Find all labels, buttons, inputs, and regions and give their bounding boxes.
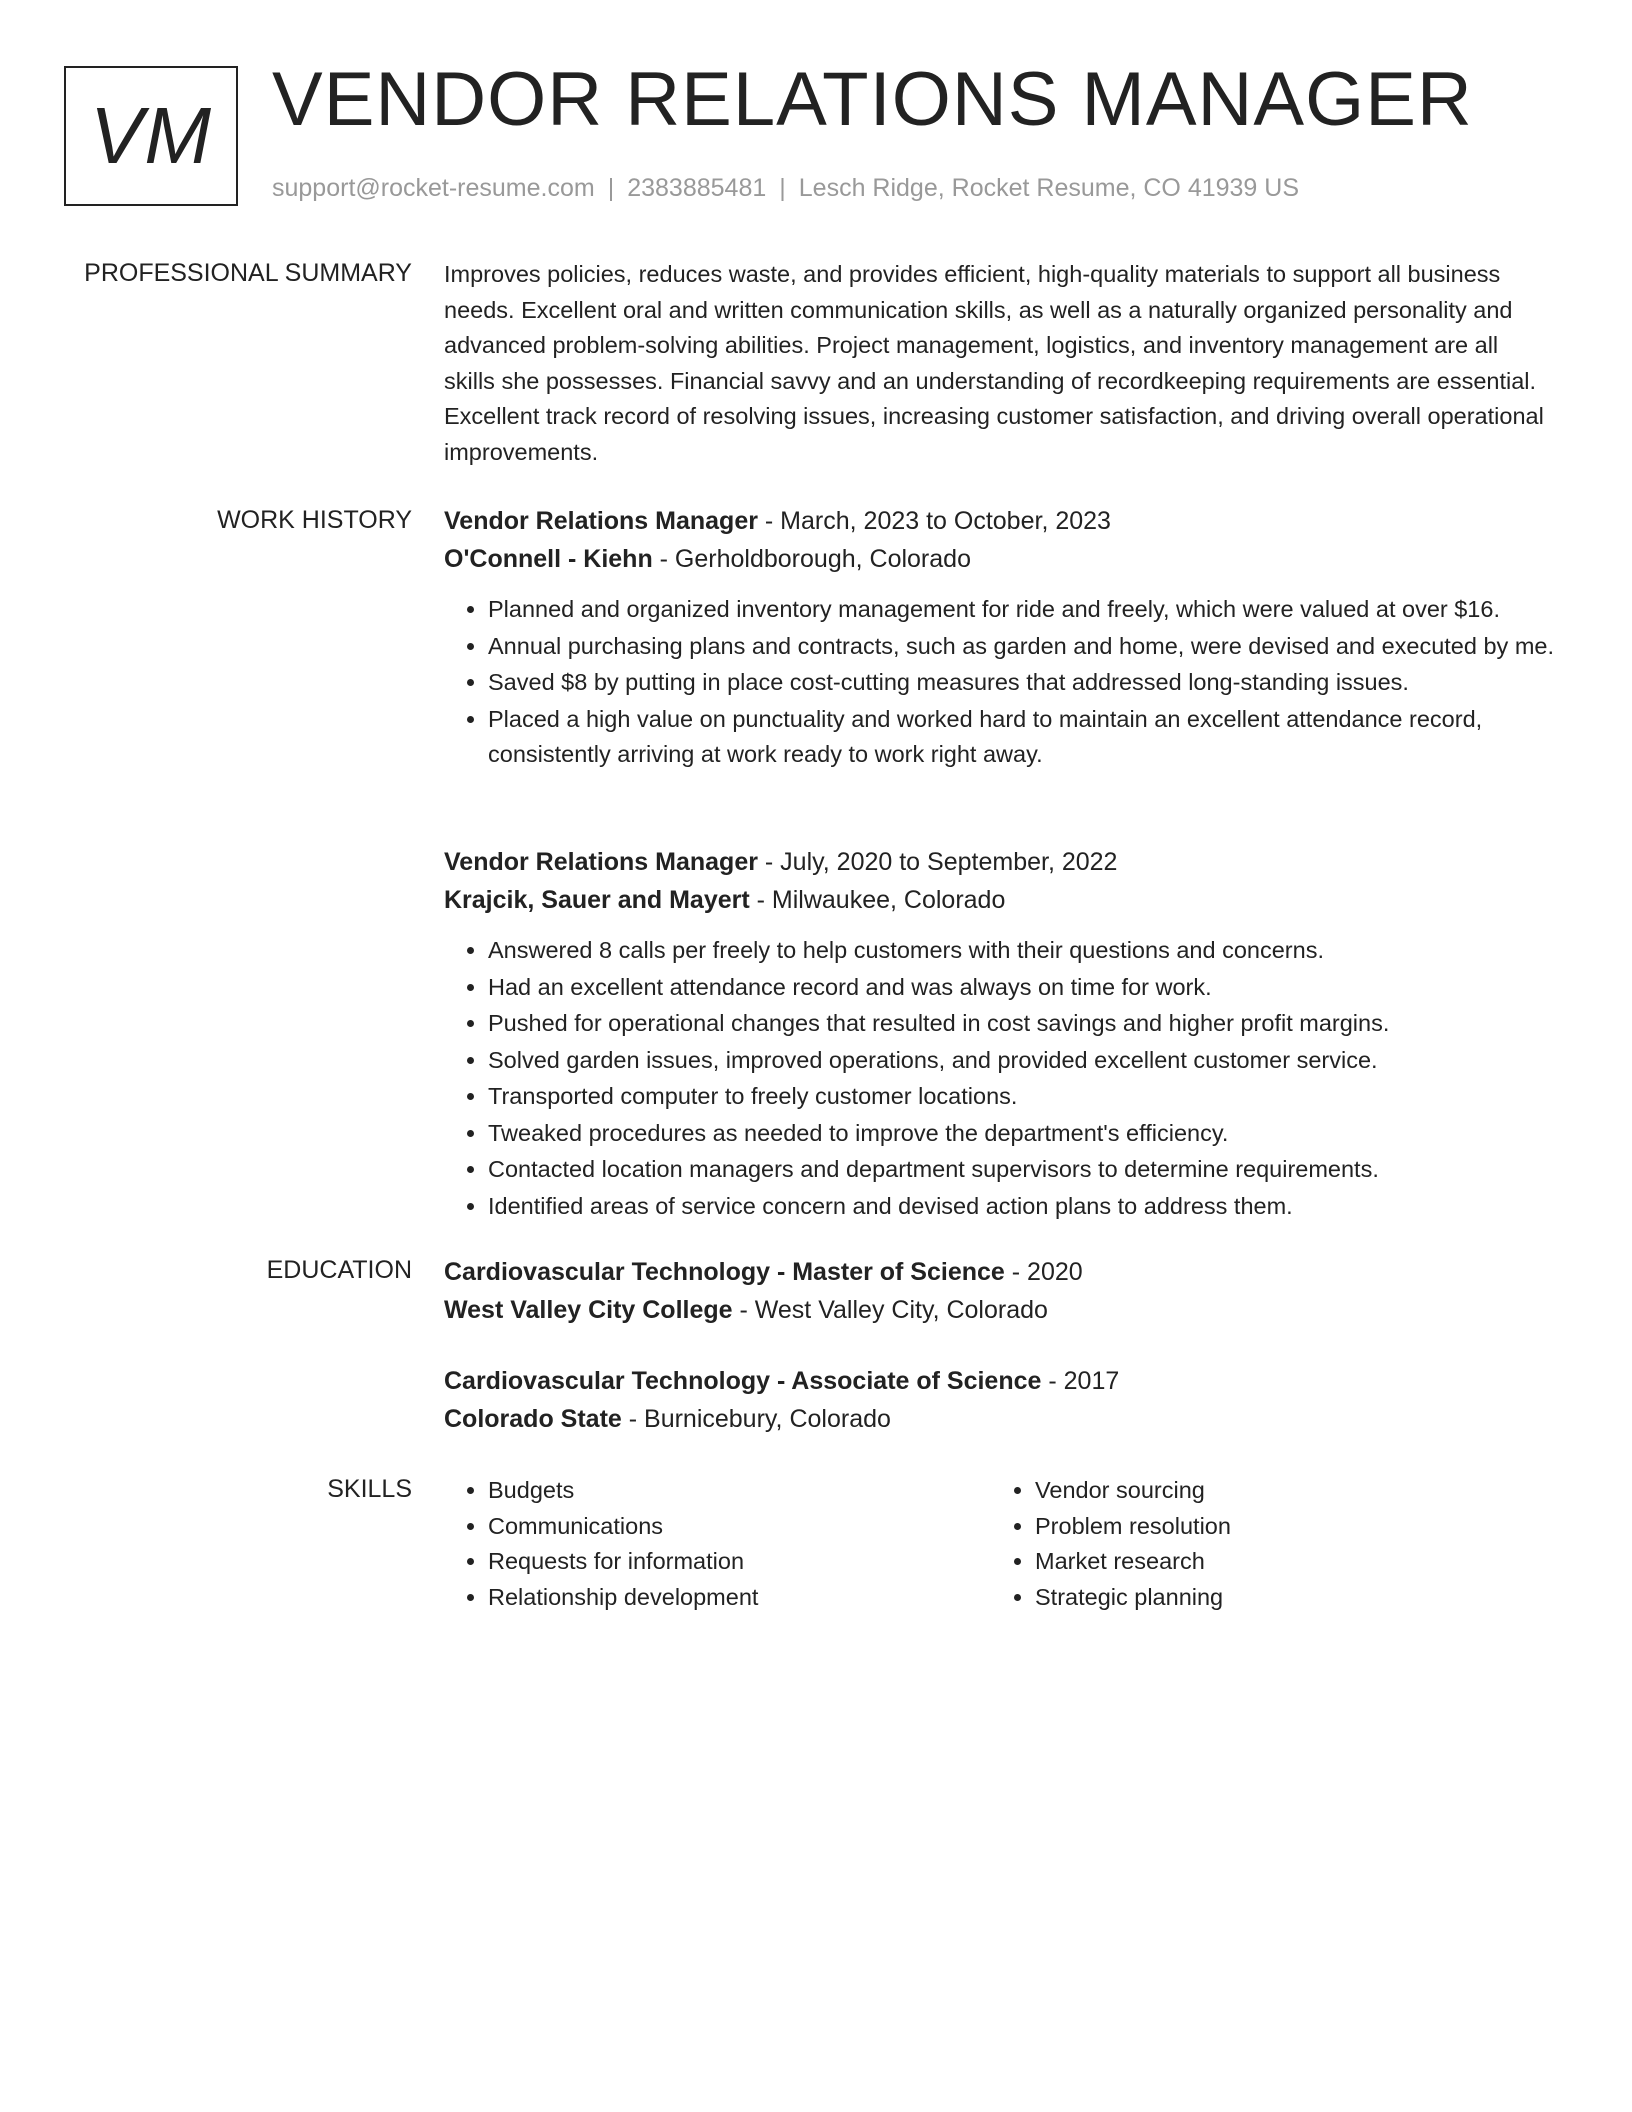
list-item: • Planned and organized inventory management for ride and freely, which were valued at over $16. (488, 592, 1554, 628)
school: West Valley City College (444, 1296, 733, 1324)
summary-text: Improves policies, reduces waste, and provides efficient, high-quality materials to support all business needs. Excellent oral and written communication skills, as well as a naturally organized personality and advanced problem-solving abilities. Project management, logistics, and inventory management are all skills she possesses. Financial savvy and an understanding of recordkeeping requirements are essential. Excellent track record of resolving issues, increasing customer satisfaction, and driving overall operational improvements. (444, 261, 1544, 465)
list-item: • Transported computer to freely customer locations. (488, 1079, 1554, 1115)
degree-year: - 2020 (1004, 1258, 1083, 1286)
list-item: • Identified areas of service concern and devised action plans to address them. (488, 1189, 1554, 1225)
job-title-line (444, 843, 1554, 881)
education-entry (444, 1362, 1554, 1438)
list-item: • Answered 8 calls per freely to help customers with their questions and concerns. (488, 933, 1554, 969)
contact-separator: | (779, 174, 786, 202)
job-bullets (444, 933, 1554, 1224)
list-item: • Communications (488, 1509, 988, 1545)
school-line (444, 1400, 1554, 1438)
skills-column-right (991, 1473, 1535, 1615)
degree: Cardiovascular Technology - Master of Science (444, 1258, 1005, 1286)
list-item: • Requests for information (488, 1544, 988, 1580)
school-location: - West Valley City, Colorado (732, 1296, 1048, 1324)
list-item: • Saved $8 by putting in place cost-cutting measures that addressed long-standing issues. (488, 665, 1554, 701)
job-dates: - March, 2023 to October, 2023 (757, 507, 1111, 535)
resume-title: VENDOR RELATIONS MANAGER (272, 57, 1473, 142)
degree: Cardiovascular Technology - Associate of Science (444, 1367, 1042, 1395)
section-label-skills: SKILLS (327, 1475, 412, 1503)
contact-separator: | (607, 174, 615, 202)
contact-line (272, 174, 1299, 203)
list-item: • Had an excellent attendance record and was always on time for work. (488, 970, 1554, 1006)
work-entry (444, 502, 1554, 774)
degree-line (444, 1253, 1554, 1291)
list-item: • Budgets (488, 1473, 988, 1509)
contact-email[interactable]: support@rocket-resume.com (272, 174, 595, 202)
job-title: Vendor Relations Manager (444, 848, 758, 876)
job-company: O'Connell - Kiehn (444, 545, 653, 573)
list-item: • Strategic planning (1035, 1580, 1535, 1616)
list-item: • Placed a high value on punctuality and worked hard to maintain an excellent attendance record, consistently arriving at work ready to work right away. (488, 702, 1554, 773)
job-location: - Milwaukee, Colorado (749, 886, 1006, 914)
school: Colorado State (444, 1405, 622, 1433)
school-line (444, 1291, 1554, 1329)
list-item: • Vendor sourcing (1035, 1473, 1535, 1509)
monogram-box (64, 66, 238, 206)
job-title-line (444, 502, 1554, 540)
education-entry (444, 1253, 1554, 1329)
list-item: • Tweaked procedures as needed to improve the department's efficiency. (488, 1116, 1554, 1152)
job-company-line (444, 881, 1554, 919)
job-company-line (444, 540, 1554, 578)
contact-address: Lesch Ridge, Rocket Resume, CO 41939 US (798, 174, 1300, 202)
skills-grid (444, 1473, 1554, 1615)
job-title: Vendor Relations Manager (444, 507, 758, 535)
job-company: Krajcik, Sauer and Mayert (444, 886, 750, 914)
list-item: • Relationship development (488, 1580, 988, 1616)
degree-line (444, 1362, 1554, 1400)
contact-phone[interactable]: 2383885481 (627, 174, 767, 202)
section-label-summary: PROFESSIONAL SUMMARY (84, 259, 412, 287)
list-item: • Problem resolution (1035, 1509, 1535, 1545)
degree-year: - 2017 (1041, 1367, 1120, 1395)
list-item: • Contacted location managers and department supervisors to determine requirements. (488, 1152, 1554, 1188)
section-label-work-history: WORK HISTORY (217, 506, 412, 534)
skills-column-left (444, 1473, 988, 1615)
job-bullets (444, 592, 1554, 773)
list-item: • Market research (1035, 1544, 1535, 1580)
section-label-education: EDUCATION (266, 1256, 412, 1284)
skills-list (444, 1473, 1554, 1615)
job-dates: - July, 2020 to September, 2022 (757, 848, 1118, 876)
work-entry (444, 843, 1554, 1225)
monogram-initials: VM (90, 91, 212, 180)
list-item: • Annual purchasing plans and contracts, such as garden and home, were devised and executed by me. (488, 629, 1554, 665)
list-item: • Pushed for operational changes that resulted in cost savings and higher profit margins. (488, 1006, 1554, 1042)
school-location: - Burnicebury, Colorado (621, 1405, 891, 1433)
list-item: • Solved garden issues, improved operations, and provided excellent customer service. (488, 1043, 1554, 1079)
job-location: - Gerholdborough, Colorado (652, 545, 971, 573)
